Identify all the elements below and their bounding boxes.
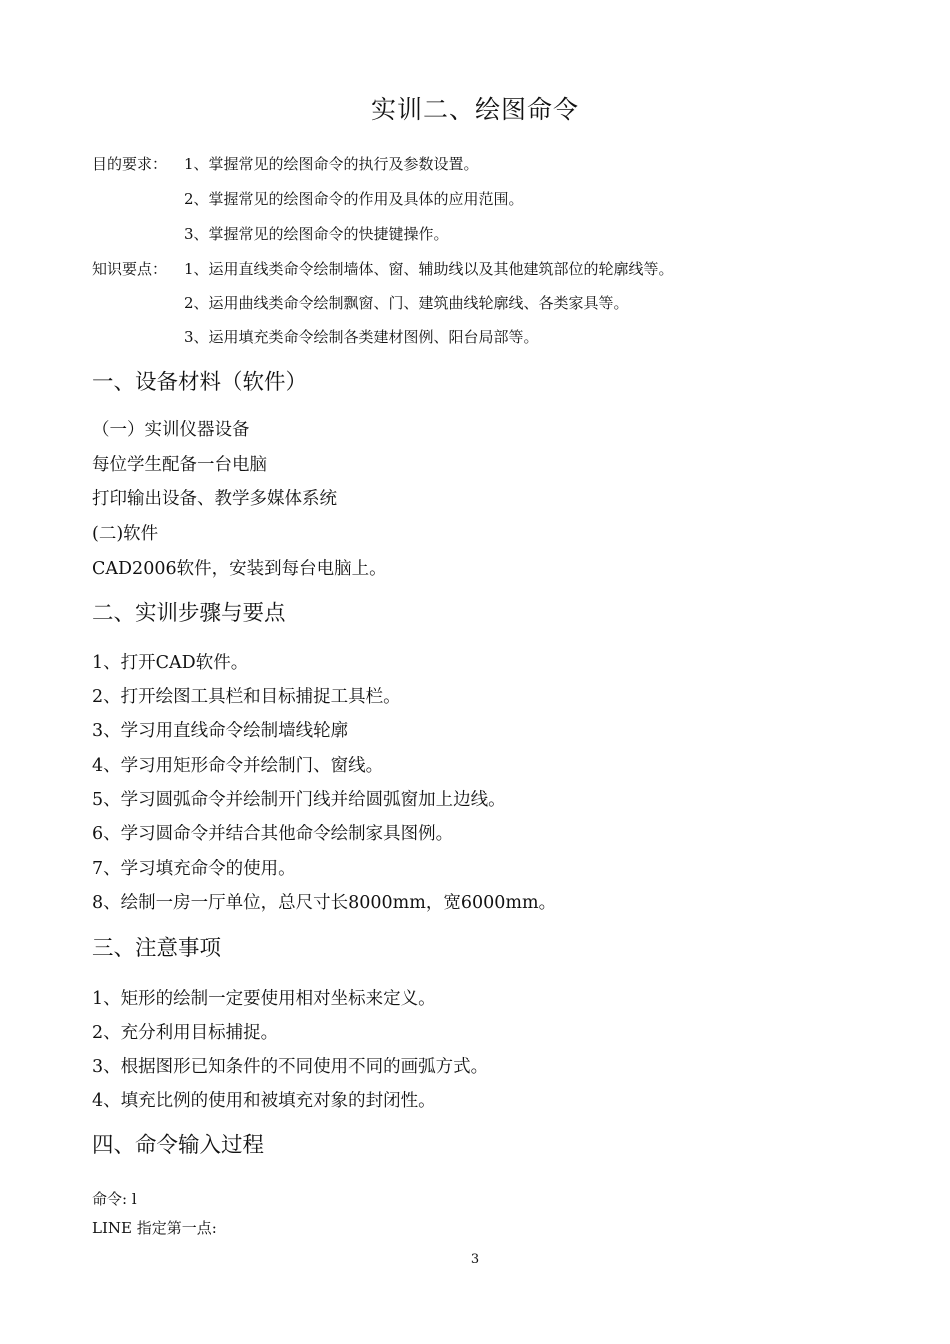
objective-item: 3、掌握常见的绘图命令的快捷键操作。: [184, 225, 449, 243]
knowledge-label: 知识要点：: [92, 260, 168, 278]
knowledge-item: 3、运用填充类命令绘制各类建材图例、阳台局部等。: [184, 328, 539, 346]
step-item: 2、打开绘图工具栏和目标捕捉工具栏。: [92, 687, 401, 707]
knowledge-item: 2、运用曲线类命令绘制飘窗、门、建筑曲线轮廓线、各类家具等。: [184, 294, 629, 312]
note-item: 1、矩形的绘制一定要使用相对坐标来定义。: [92, 989, 436, 1009]
section-heading-commands: 四、命令输入过程: [92, 1133, 265, 1158]
step-item: 4、学习用矩形命令并绘制门、窗线。: [92, 756, 384, 776]
objective-item: 1、掌握常见的绘图命令的执行及参数设置。: [184, 155, 479, 173]
page-title: 实训二、绘图命令: [370, 95, 579, 124]
step-item: 6、学习圆命令并结合其他命令绘制家具图例。: [92, 824, 454, 844]
objective-item: 2、掌握常见的绘图命令的作用及具体的应用范围。: [184, 190, 524, 208]
equipment-line: 打印输出设备、教学多媒体系统: [92, 489, 337, 509]
command-line: 命令: l: [92, 1190, 137, 1208]
command-line: LINE 指定第一点:: [92, 1219, 217, 1237]
note-item: 3、根据图形已知条件的不同使用不同的画弧方式。: [92, 1057, 489, 1077]
equipment-line: (二)软件: [92, 524, 159, 544]
note-item: 4、填充比例的使用和被填充对象的封闭性。: [92, 1091, 436, 1111]
equipment-line: CAD2006软件，安装到每台电脑上。: [92, 559, 387, 579]
note-item: 2、充分利用目标捕捉。: [92, 1023, 279, 1043]
step-item: 5、学习圆弧命令并绘制开门线并给圆弧窗加上边线。: [92, 790, 506, 810]
objectives-label: 目的要求：: [92, 155, 168, 173]
knowledge-item: 1、运用直线类命令绘制墙体、窗、辅助线以及其他建筑部位的轮廓线等。: [184, 260, 674, 278]
section-heading-equipment: 一、设备材料（软件）: [92, 370, 308, 395]
step-item: 7、学习填充命令的使用。: [92, 859, 296, 879]
equipment-line: （一）实训仪器设备: [92, 420, 250, 440]
page-number: 3: [470, 1252, 480, 1267]
step-item: 1、打开CAD软件。: [92, 653, 249, 673]
equipment-line: 每位学生配备一台电脑: [92, 455, 267, 475]
step-item: 3、学习用直线命令绘制墙线轮廓: [92, 721, 349, 741]
step-item: 8、绘制一房一厅单位，总尺寸长8000mm，宽6000mm。: [92, 893, 557, 913]
section-heading-steps: 二、实训步骤与要点: [92, 601, 286, 626]
section-heading-notes: 三、注意事项: [92, 936, 222, 961]
